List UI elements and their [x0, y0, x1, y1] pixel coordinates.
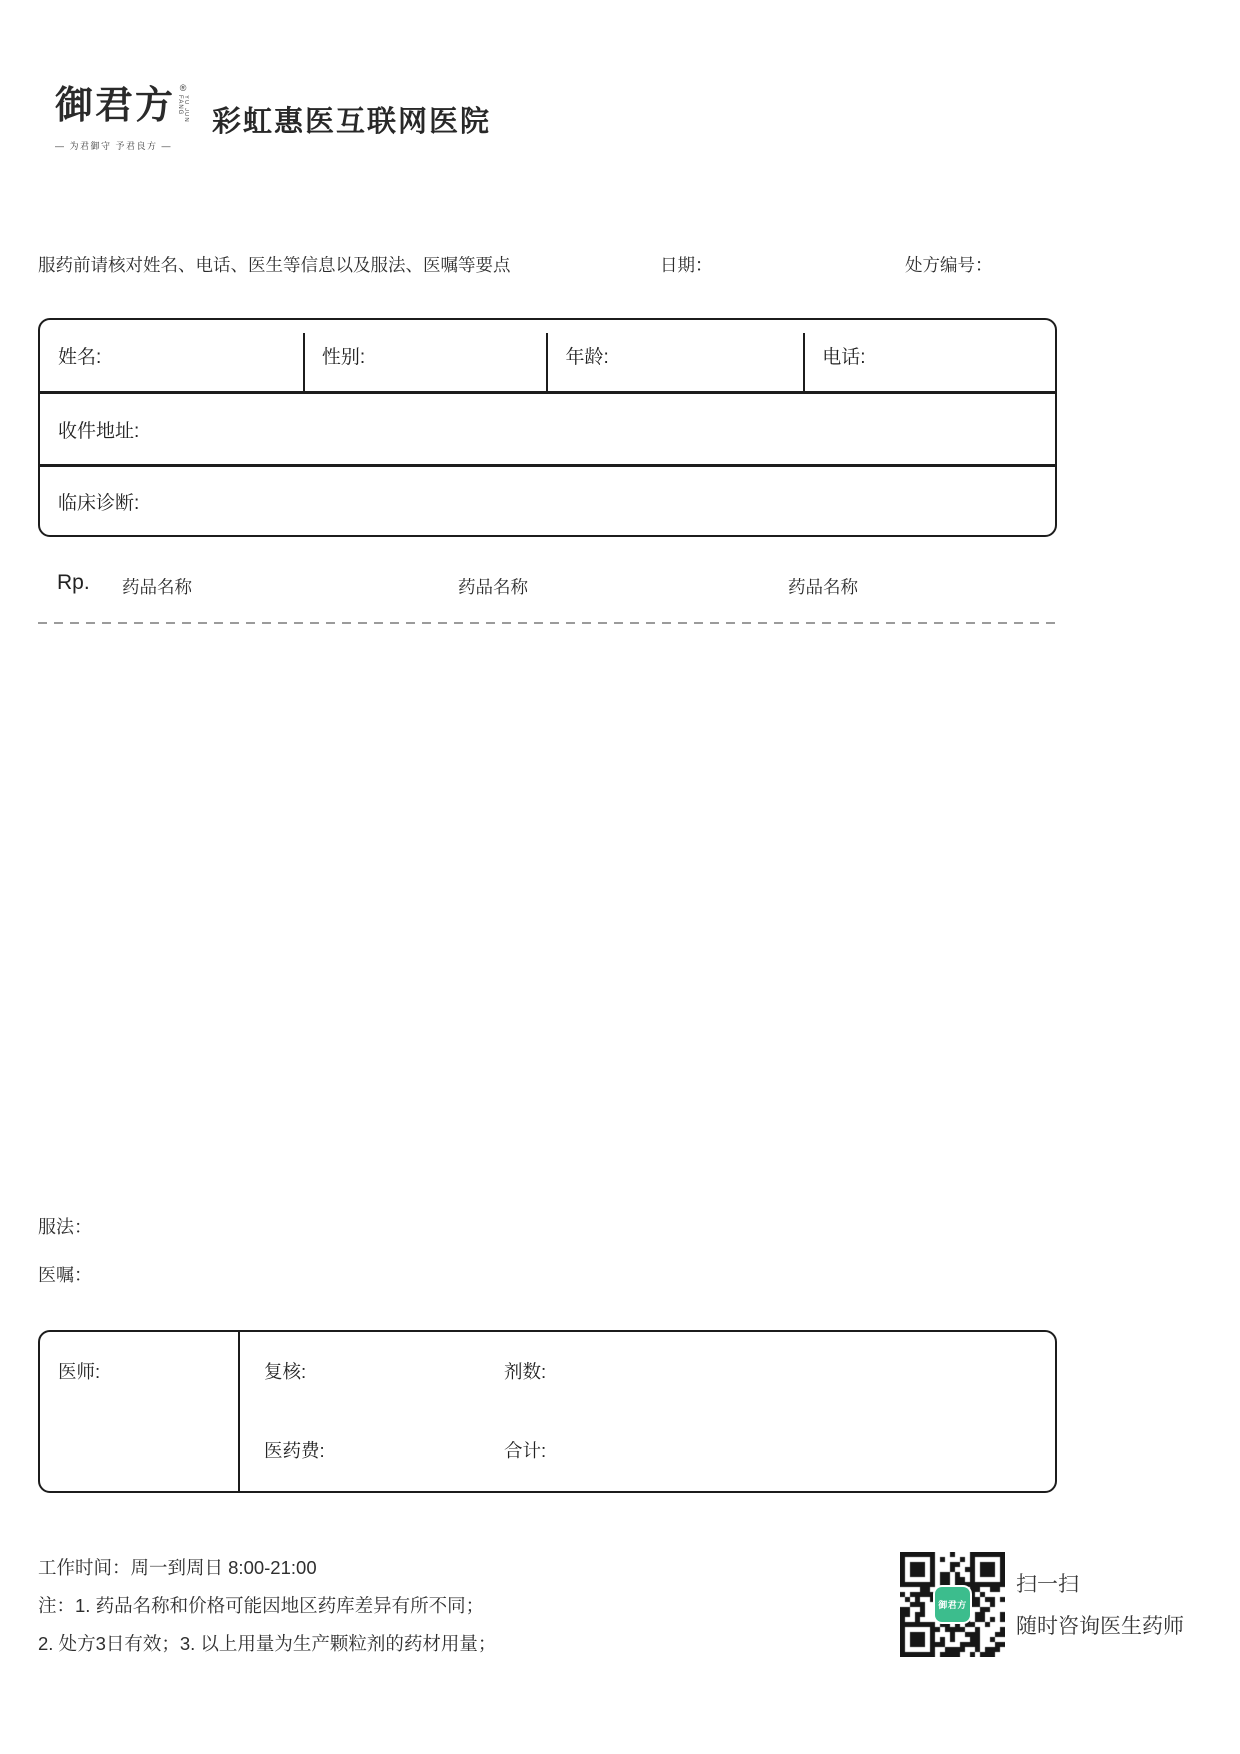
drug-column-header-2: 药品名称: [458, 577, 528, 597]
hospital-title: 彩虹惠医互联网医院: [212, 106, 492, 138]
diagnosis-label: 临床诊断:: [58, 492, 140, 514]
verification-notice: 服药前请核对姓名、电话、医生等信息以及服法、医嘱等要点: [38, 255, 511, 275]
date-label-text: 日期：: [660, 255, 713, 275]
gender-label: 性别:: [321, 347, 366, 368]
scan-label: 扫一扫: [1016, 1573, 1079, 1596]
rx-number-label-text: 处方编号：: [905, 255, 993, 275]
total-label: 合计:: [504, 1440, 547, 1461]
signature-box-right: [240, 1332, 1055, 1491]
review-field: [264, 1358, 504, 1384]
signature-row-2: [264, 1437, 1055, 1463]
review-label: 复核:: [264, 1361, 307, 1382]
registered-trademark-icon: ®: [179, 83, 187, 93]
scan-description: 随时咨询医生药师: [1016, 1615, 1184, 1638]
drug-column-header-1: 药品名称: [122, 577, 192, 597]
doctor-label: 医师:: [58, 1361, 101, 1382]
drug-column-header-3: 药品名称: [788, 577, 858, 597]
qr-center-logo-text: 御君方: [938, 1600, 967, 1610]
rx-number-label: [905, 252, 1003, 277]
brand-logo: [55, 84, 205, 152]
signature-row-1: [264, 1358, 1055, 1384]
total-field: [504, 1437, 556, 1463]
dose-count-field: [504, 1358, 556, 1384]
brand-logo-text: 御君方: [55, 82, 176, 127]
date-label: [660, 252, 723, 277]
brand-logo-marks: [177, 84, 189, 133]
brand-tagline: — 为君御守 予君良方 —: [55, 141, 173, 151]
note-line-1: 注：1. 药品名称和价格可能因地区药库差异有所不同；: [38, 1595, 485, 1616]
work-hours: 工作时间：周一到周日 8:00-21:00: [38, 1557, 317, 1578]
dose-count-label: 剂数:: [504, 1361, 547, 1382]
address-field: [40, 394, 1055, 467]
medicine-fee-field: [264, 1437, 504, 1463]
advice-label-text: 医嘱：: [38, 1265, 92, 1285]
phone-field: [804, 320, 1055, 391]
qr-center-logo: [935, 1587, 970, 1622]
rp-label: Rp.: [57, 571, 90, 594]
phone-label: 电话:: [822, 347, 866, 368]
address-label: 收件地址:: [58, 420, 140, 442]
prescription-divider: [38, 622, 1057, 624]
usage-field: [38, 1213, 102, 1239]
age-field: [547, 320, 804, 391]
advice-field: [38, 1261, 102, 1287]
diagnosis-field: [40, 467, 1055, 535]
note-line-2: 2. 处方3日有效；3. 以上用量为生产颗粒剂的药材用量；: [38, 1633, 497, 1654]
name-label: 姓名:: [58, 347, 102, 368]
name-field: [40, 320, 304, 391]
usage-label-text: 服法：: [38, 1217, 92, 1237]
patient-info-box: [38, 318, 1057, 537]
brand-logo-pinyin: YU JUN FANG: [177, 95, 190, 123]
qr-code: [900, 1552, 1005, 1657]
patient-info-row-1: [40, 320, 1055, 394]
signature-box: [38, 1330, 1057, 1493]
age-label: 年龄:: [565, 347, 609, 368]
doctor-field: [40, 1332, 240, 1491]
gender-field: [304, 320, 548, 391]
medicine-fee-label: 医药费:: [264, 1440, 325, 1461]
